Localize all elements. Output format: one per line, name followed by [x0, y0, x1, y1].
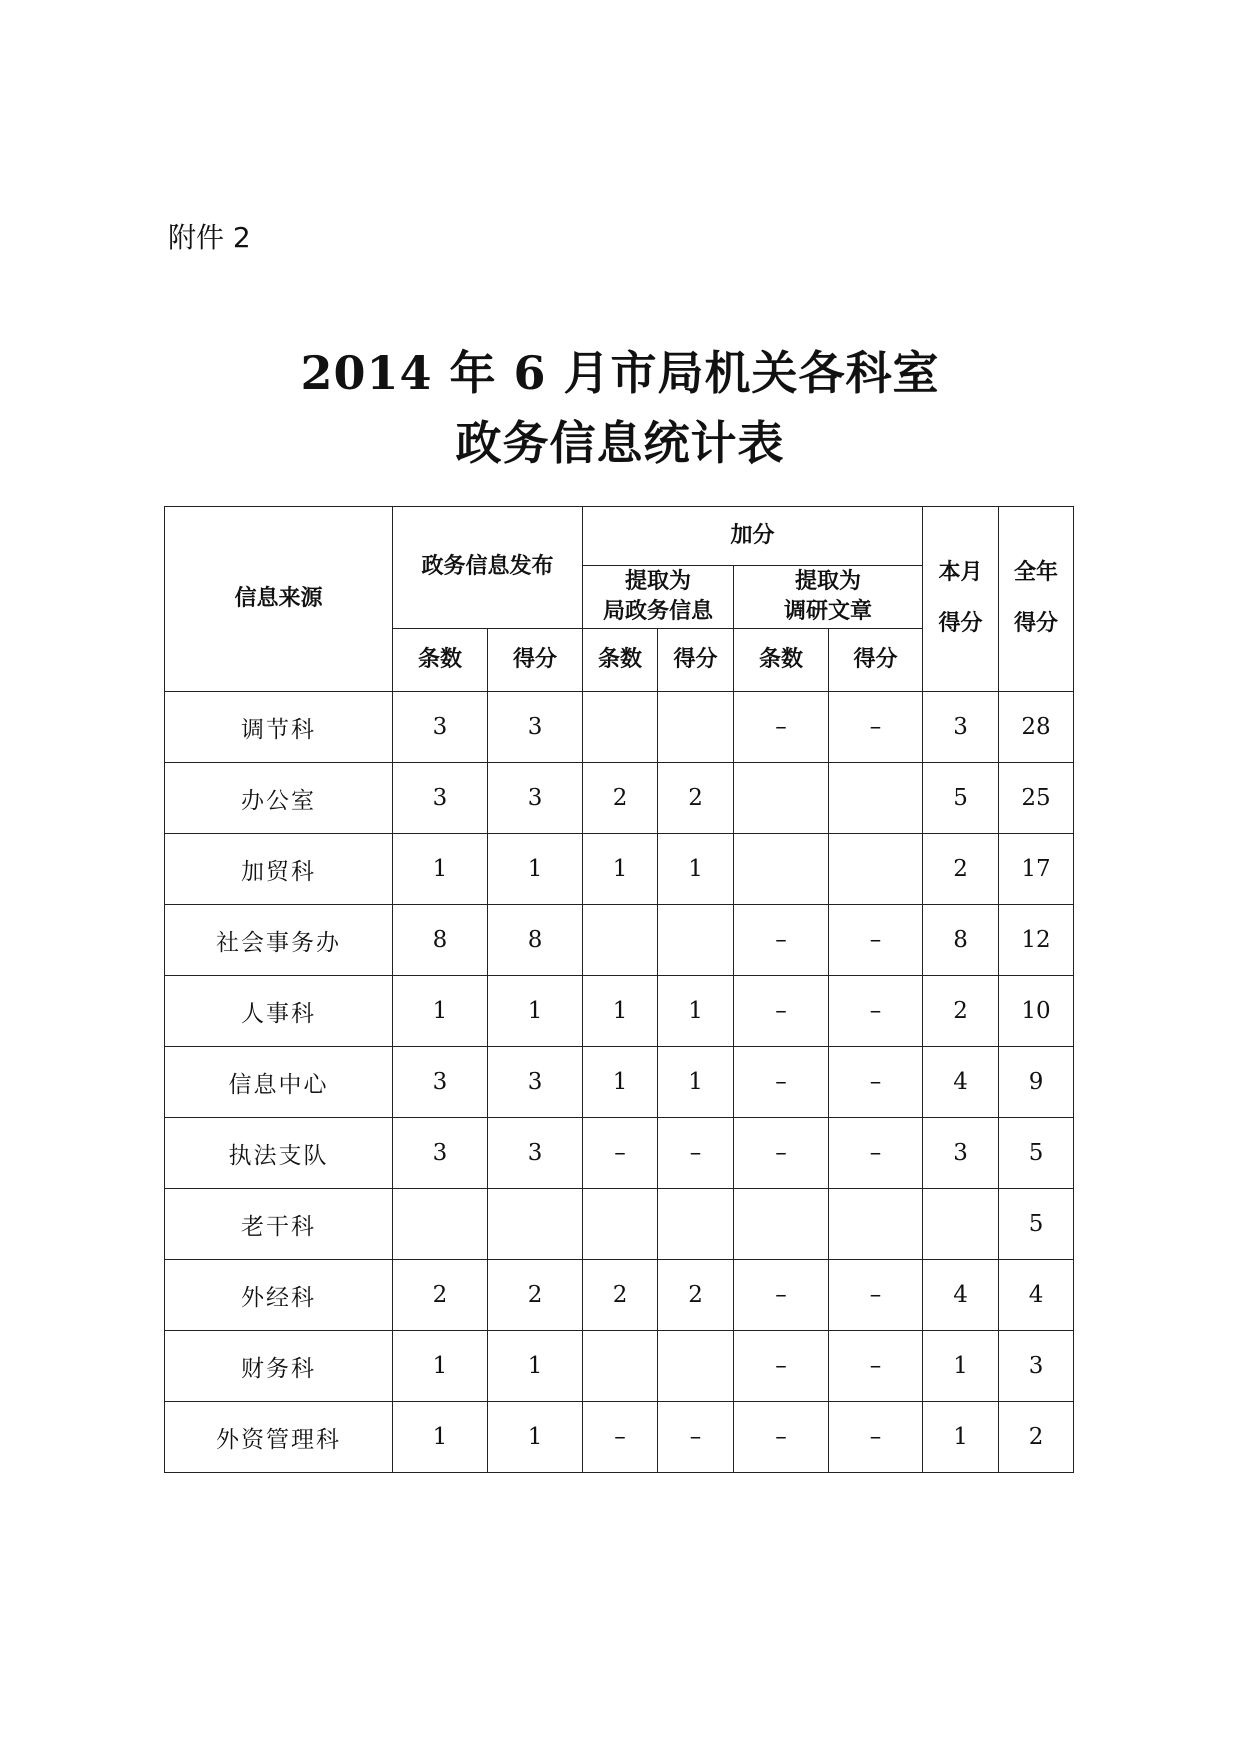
cell-month-score: 4: [923, 1260, 999, 1331]
table-row: [165, 1402, 1074, 1473]
cell-research-count: –: [734, 1118, 829, 1189]
cell-bureau-count: 1: [583, 834, 658, 905]
header-extract-bureau-line1: 提取为: [625, 569, 692, 595]
cell-publish-score: 8: [488, 905, 583, 976]
cell-source: 外经科: [165, 1260, 393, 1331]
table-row: [165, 692, 1074, 763]
cell-bureau-count: 2: [583, 1260, 658, 1331]
cell-bureau-score: 2: [658, 763, 734, 834]
cell-year-score: 9: [999, 1047, 1074, 1118]
cell-year-score: 10: [999, 976, 1074, 1047]
table-body: [165, 692, 1074, 1473]
cell-publish-score: 3: [488, 763, 583, 834]
cell-research-score: –: [829, 1331, 923, 1402]
cell-publish-score: 1: [488, 1402, 583, 1473]
cell-source: 人事科: [165, 976, 393, 1047]
cell-research-count: –: [734, 1047, 829, 1118]
cell-research-count: –: [734, 1260, 829, 1331]
cell-publish-score: 1: [488, 834, 583, 905]
header-year-line2: 得分: [1014, 611, 1059, 636]
cell-research-count: [734, 834, 829, 905]
cell-publish-count: 8: [393, 905, 488, 976]
cell-month-score: 1: [923, 1402, 999, 1473]
cell-publish-count: [393, 1189, 488, 1260]
cell-source: 办公室: [165, 763, 393, 834]
attachment-label: 附件 2: [168, 221, 251, 254]
cell-year-score: 17: [999, 834, 1074, 905]
cell-source: 外资管理科: [165, 1402, 393, 1473]
cell-bureau-count: [583, 1331, 658, 1402]
page-subtitle: 政务信息统计表: [455, 416, 785, 470]
cell-research-count: [734, 763, 829, 834]
table-row: [165, 1047, 1074, 1118]
cell-month-score: 3: [923, 692, 999, 763]
cell-publish-score: 1: [488, 976, 583, 1047]
cell-publish-count: 2: [393, 1260, 488, 1331]
header-score-research: 得分: [829, 629, 923, 692]
cell-research-score: –: [829, 1118, 923, 1189]
cell-bureau-count: [583, 1189, 658, 1260]
header-extract-research: [734, 566, 923, 629]
cell-source: 执法支队: [165, 1118, 393, 1189]
cell-publish-count: 3: [393, 1118, 488, 1189]
header-extract-research-line2: 调研文章: [784, 599, 873, 624]
cell-research-count: –: [734, 692, 829, 763]
header-year-line1: 全年: [1014, 560, 1059, 586]
cell-bureau-score: 1: [658, 834, 734, 905]
cell-year-score: 28: [999, 692, 1074, 763]
cell-month-score: 5: [923, 763, 999, 834]
table-row: [165, 976, 1074, 1047]
cell-bureau-score: [658, 692, 734, 763]
table-row: [165, 1118, 1074, 1189]
cell-bureau-score: –: [658, 1402, 734, 1473]
header-month-line2: 得分: [938, 611, 983, 636]
cell-research-count: [734, 1189, 829, 1260]
cell-bureau-score: [658, 905, 734, 976]
cell-source: 加贸科: [165, 834, 393, 905]
cell-publish-count: 3: [393, 1047, 488, 1118]
cell-source: 老干科: [165, 1189, 393, 1260]
cell-publish-score: 1: [488, 1331, 583, 1402]
cell-month-score: 1: [923, 1331, 999, 1402]
header-count-bureau: 条数: [583, 629, 658, 692]
cell-year-score: 2: [999, 1402, 1074, 1473]
header-month-line1: 本月: [938, 560, 983, 586]
cell-bureau-count: –: [583, 1118, 658, 1189]
cell-year-score: 12: [999, 905, 1074, 976]
cell-research-score: –: [829, 976, 923, 1047]
cell-research-count: –: [734, 905, 829, 976]
cell-publish-count: 1: [393, 1331, 488, 1402]
cell-research-score: –: [829, 692, 923, 763]
cell-bureau-score: –: [658, 1118, 734, 1189]
cell-bureau-count: –: [583, 1402, 658, 1473]
cell-publish-count: 1: [393, 834, 488, 905]
cell-bureau-score: 2: [658, 1260, 734, 1331]
header-year-score: [999, 507, 1074, 692]
header-score-publish: 得分: [488, 629, 583, 692]
header-row-1: [165, 507, 1074, 566]
cell-year-score: 25: [999, 763, 1074, 834]
header-month-score: [923, 507, 999, 692]
cell-bureau-count: 1: [583, 976, 658, 1047]
cell-research-score: [829, 763, 923, 834]
cell-publish-count: 1: [393, 1402, 488, 1473]
header-publish: 政务信息发布: [393, 507, 583, 629]
header-score-bureau: 得分: [658, 629, 734, 692]
cell-source: 社会事务办: [165, 905, 393, 976]
cell-bureau-count: [583, 905, 658, 976]
cell-bureau-score: [658, 1189, 734, 1260]
header-extract-bureau: [583, 566, 734, 629]
cell-research-count: –: [734, 1402, 829, 1473]
cell-bureau-score: 1: [658, 976, 734, 1047]
cell-month-score: 2: [923, 834, 999, 905]
cell-month-score: 4: [923, 1047, 999, 1118]
cell-publish-score: 3: [488, 692, 583, 763]
cell-research-score: –: [829, 1402, 923, 1473]
cell-publish-score: 2: [488, 1260, 583, 1331]
cell-research-score: –: [829, 1047, 923, 1118]
cell-month-score: [923, 1189, 999, 1260]
cell-year-score: 4: [999, 1260, 1074, 1331]
cell-research-count: –: [734, 1331, 829, 1402]
table-row: [165, 1260, 1074, 1331]
statistics-table: [164, 506, 1074, 1473]
cell-month-score: 2: [923, 976, 999, 1047]
cell-year-score: 5: [999, 1118, 1074, 1189]
table-row: [165, 1331, 1074, 1402]
cell-research-score: [829, 834, 923, 905]
cell-research-score: [829, 1189, 923, 1260]
cell-publish-count: 1: [393, 976, 488, 1047]
cell-source: 财务科: [165, 1331, 393, 1402]
cell-publish-score: [488, 1189, 583, 1260]
cell-bureau-score: [658, 1331, 734, 1402]
cell-publish-score: 3: [488, 1118, 583, 1189]
cell-publish-count: 3: [393, 763, 488, 834]
cell-bureau-count: 2: [583, 763, 658, 834]
cell-research-score: –: [829, 905, 923, 976]
cell-month-score: 8: [923, 905, 999, 976]
cell-bureau-score: 1: [658, 1047, 734, 1118]
cell-research-score: –: [829, 1260, 923, 1331]
header-count-research: 条数: [734, 629, 829, 692]
header-count-publish: 条数: [393, 629, 488, 692]
cell-source: 调节科: [165, 692, 393, 763]
cell-year-score: 3: [999, 1331, 1074, 1402]
cell-month-score: 3: [923, 1118, 999, 1189]
cell-bureau-count: 1: [583, 1047, 658, 1118]
table-row: [165, 905, 1074, 976]
table-row: [165, 1189, 1074, 1260]
header-source: 信息来源: [165, 507, 393, 692]
cell-publish-count: 3: [393, 692, 488, 763]
header-extract-bureau-line2: 局政务信息: [603, 599, 714, 624]
cell-research-count: –: [734, 976, 829, 1047]
table-row: [165, 834, 1074, 905]
cell-publish-score: 3: [488, 1047, 583, 1118]
header-bonus: 加分: [583, 507, 923, 566]
cell-source: 信息中心: [165, 1047, 393, 1118]
header-extract-research-line1: 提取为: [795, 569, 862, 595]
page-title: 2014 年 6 月市局机关各科室: [300, 346, 940, 400]
cell-year-score: 5: [999, 1189, 1074, 1260]
table-row: [165, 763, 1074, 834]
cell-bureau-count: [583, 692, 658, 763]
